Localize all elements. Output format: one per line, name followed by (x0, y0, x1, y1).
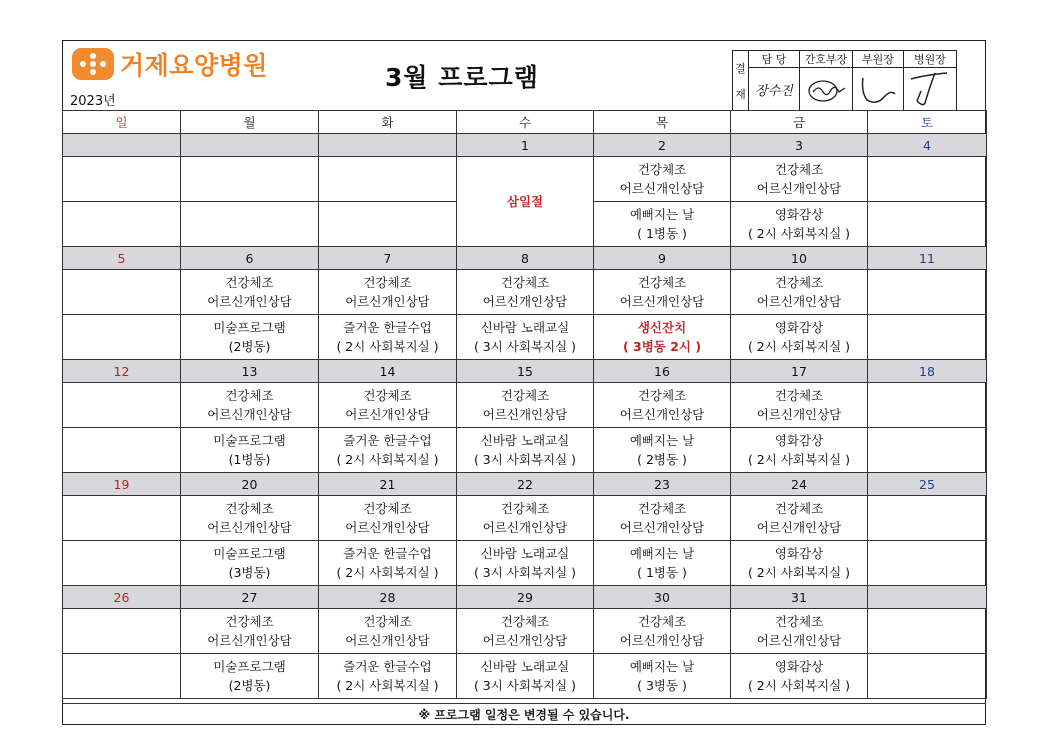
program-text: 예뻐지는 날 (629, 207, 695, 222)
program-row (63, 541, 987, 586)
program-text: 신바람 노래교실 (480, 546, 570, 561)
program-cell (181, 541, 319, 586)
program-text: 건강체조 (225, 275, 274, 290)
program-text: ( 2시 사회복지실 ) (747, 565, 851, 580)
date-cell: 21 (319, 473, 457, 496)
approval-side-label (733, 51, 749, 111)
program-cell (594, 157, 731, 202)
program-cell (594, 654, 731, 699)
date-cell: 1 (457, 134, 594, 157)
program-cell (181, 270, 319, 315)
weekday-header: 금 (731, 111, 868, 134)
program-cell (457, 315, 594, 360)
program-text: 예뻐지는 날 (629, 659, 695, 674)
signature-staff (749, 68, 800, 111)
program-text: 어르신개인상담 (345, 633, 430, 648)
program-cell (319, 496, 457, 541)
program-text: 어르신개인상담 (345, 407, 430, 422)
program-text: 건강체조 (500, 614, 550, 629)
program-text: 건강체조 (363, 388, 412, 403)
program-cell (731, 157, 868, 202)
program-text: 어르신개인상담 (756, 520, 842, 535)
program-cell (731, 541, 868, 586)
date-cell (868, 586, 987, 609)
program-cell (319, 383, 457, 428)
date-row (63, 247, 987, 270)
date-cell: 2 (594, 134, 731, 157)
approval-side-label-bottom: 재 (735, 87, 746, 101)
program-text: ( 2시 사회복지실 ) (336, 452, 439, 467)
empty-cell (868, 157, 987, 202)
program-cell (594, 496, 731, 541)
empty-cell (868, 428, 987, 473)
empty-cell (868, 609, 987, 654)
program-cell (731, 654, 868, 699)
empty-cell (63, 496, 181, 541)
program-cell (319, 270, 457, 315)
program-cell (457, 496, 594, 541)
program-text: ( 3시 사회복지실 ) (473, 678, 577, 693)
program-text: 건강체조 (500, 388, 550, 403)
program-text: 즐거운 한글수업 (343, 320, 432, 335)
program-text: ( 2시 사회복지실 ) (336, 678, 439, 693)
date-cell (63, 134, 181, 157)
date-cell: 7 (319, 247, 457, 270)
program-cell (181, 609, 319, 654)
program-cell (319, 609, 457, 654)
date-cell: 6 (181, 247, 319, 270)
date-cell: 4 (868, 134, 987, 157)
program-text: 즐거운 한글수업 (343, 433, 432, 448)
program-text: 건강체조 (774, 162, 824, 177)
program-cell (594, 270, 731, 315)
program-text: 미술프로그램 (213, 320, 286, 335)
signature-vice (853, 68, 904, 111)
date-cell (181, 134, 319, 157)
program-text: ( 2시 사회복지실 ) (336, 339, 439, 354)
program-cell (594, 202, 731, 247)
signature-director (904, 68, 957, 111)
program-text: 건강체조 (637, 162, 687, 177)
date-cell: 5 (63, 247, 181, 270)
empty-cell (319, 202, 457, 247)
program-text: ( 1병동 ) (637, 565, 687, 580)
holiday-label: 삼일절 (506, 194, 544, 209)
weekday-header: 수 (457, 111, 594, 134)
signature-nursing-mark (803, 72, 849, 106)
empty-cell (63, 541, 181, 586)
program-text: 어르신개인상담 (345, 294, 430, 309)
date-cell: 24 (731, 473, 868, 496)
empty-cell (63, 157, 181, 202)
program-text: 건강체조 (637, 501, 687, 516)
program-text: 어르신개인상담 (207, 407, 292, 422)
program-text: 즐거운 한글수업 (343, 546, 432, 561)
program-text: 미술프로그램 (213, 659, 286, 674)
program-cell (594, 609, 731, 654)
program-text: 예뻐지는 날 (629, 546, 695, 561)
program-text: 어르신개인상담 (482, 520, 568, 535)
weekday-header: 토 (868, 111, 987, 134)
program-text: 어르신개인상담 (619, 181, 705, 196)
empty-cell (319, 157, 457, 202)
signature-nursing (800, 68, 853, 111)
program-text: 미술프로그램 (213, 433, 286, 448)
date-cell: 13 (181, 360, 319, 383)
program-row (63, 157, 987, 202)
program-cell (731, 428, 868, 473)
staff-signature-text: 장수진 (755, 83, 793, 99)
program-text: 건강체조 (774, 388, 824, 403)
program-text: ( 2시 사회복지실 ) (336, 565, 439, 580)
program-cell (594, 315, 731, 360)
program-text: ( 3병동 ) (637, 678, 687, 693)
footer-note: ※ 프로그램 일정은 변경될 수 있습니다. (62, 703, 986, 725)
program-row (63, 654, 987, 699)
program-text: 건강체조 (500, 275, 550, 290)
program-cell (594, 383, 731, 428)
program-text: ( 1병동 ) (637, 226, 687, 241)
program-text: 어르신개인상담 (619, 520, 705, 535)
program-text: ( 3병동 2시 ) (622, 339, 702, 354)
program-text: 영화감상 (774, 546, 824, 561)
date-cell: 16 (594, 360, 731, 383)
calendar-table (62, 110, 987, 699)
date-cell: 11 (868, 247, 987, 270)
year-label: 2023년 (70, 94, 116, 109)
date-cell: 29 (457, 586, 594, 609)
date-cell: 15 (457, 360, 594, 383)
program-text: 영화감상 (774, 659, 824, 674)
program-text: (2병동) (228, 339, 271, 354)
program-text: 어르신개인상담 (207, 294, 292, 309)
program-text: 건강체조 (500, 501, 550, 516)
program-text: 어르신개인상담 (756, 181, 842, 196)
program-text: 어르신개인상담 (345, 520, 430, 535)
program-row (63, 270, 987, 315)
program-text: 어르신개인상담 (619, 407, 705, 422)
date-cell: 18 (868, 360, 987, 383)
empty-cell (63, 654, 181, 699)
program-text: 어르신개인상담 (619, 633, 705, 648)
program-text: 영화감상 (774, 320, 824, 335)
date-row (63, 134, 987, 157)
date-cell: 27 (181, 586, 319, 609)
empty-cell (63, 609, 181, 654)
program-text: 건강체조 (637, 275, 687, 290)
date-cell: 17 (731, 360, 868, 383)
program-text: ( 2시 사회복지실 ) (747, 678, 851, 693)
page-title: 3월 프로그램 (385, 63, 539, 92)
date-cell: 20 (181, 473, 319, 496)
program-text: 어르신개인상담 (482, 407, 568, 422)
weekday-header: 목 (594, 111, 731, 134)
program-cell (319, 541, 457, 586)
program-text: 건강체조 (225, 614, 274, 629)
program-text: 신바람 노래교실 (480, 320, 570, 335)
program-cell (731, 270, 868, 315)
program-text: (3병동) (228, 565, 271, 580)
empty-cell (63, 202, 181, 247)
program-text: 건강체조 (363, 275, 412, 290)
holiday-cell (457, 157, 594, 247)
empty-cell (181, 202, 319, 247)
program-text: 건강체조 (225, 501, 274, 516)
date-cell: 22 (457, 473, 594, 496)
empty-cell (868, 315, 987, 360)
program-row (63, 496, 987, 541)
program-cell (181, 383, 319, 428)
date-cell: 8 (457, 247, 594, 270)
program-text: 어르신개인상담 (207, 633, 292, 648)
program-cell (731, 202, 868, 247)
program-cell (457, 383, 594, 428)
date-cell: 30 (594, 586, 731, 609)
program-text: 어르신개인상담 (482, 633, 568, 648)
program-cell (731, 315, 868, 360)
approval-side-label-top: 결 (735, 61, 746, 75)
date-cell (319, 134, 457, 157)
program-text: 어르신개인상담 (756, 407, 842, 422)
date-cell: 26 (63, 586, 181, 609)
program-row (63, 609, 987, 654)
empty-cell (868, 202, 987, 247)
date-cell: 23 (594, 473, 731, 496)
program-text: 신바람 노래교실 (480, 433, 570, 448)
approval-role-staff: 담 당 (749, 51, 800, 68)
program-cell (594, 541, 731, 586)
date-row (63, 473, 987, 496)
program-text: 건강체조 (363, 614, 412, 629)
program-text: 즐거운 한글수업 (343, 659, 432, 674)
empty-cell (63, 428, 181, 473)
date-cell: 12 (63, 360, 181, 383)
date-cell: 10 (731, 247, 868, 270)
program-text: ( 2시 사회복지실 ) (747, 339, 851, 354)
program-cell (731, 609, 868, 654)
program-text: 건강체조 (225, 388, 274, 403)
program-cell (594, 428, 731, 473)
hospital-name: 거제요양병원 (120, 51, 268, 80)
program-text: 어르신개인상담 (756, 294, 842, 309)
program-cell (319, 428, 457, 473)
program-text: 신바람 노래교실 (480, 659, 570, 674)
program-text: 건강체조 (363, 501, 412, 516)
program-cell (731, 496, 868, 541)
program-cell (181, 428, 319, 473)
weekday-header: 월 (181, 111, 319, 134)
program-text: ( 2병동 ) (637, 452, 687, 467)
program-text: 건강체조 (637, 614, 687, 629)
weekday-header: 일 (63, 111, 181, 134)
empty-cell (868, 654, 987, 699)
program-cell (457, 541, 594, 586)
program-text: (1병동) (228, 452, 271, 467)
calendar-body (63, 111, 987, 699)
empty-cell (181, 157, 319, 202)
program-cell (457, 609, 594, 654)
approval-role-director: 병원장 (904, 51, 957, 68)
program-text: 건강체조 (774, 501, 824, 516)
program-text: ( 3시 사회복지실 ) (473, 339, 577, 354)
empty-cell (868, 541, 987, 586)
program-cell (457, 428, 594, 473)
hospital-logo (72, 46, 268, 82)
program-cell (457, 270, 594, 315)
program-cell (457, 654, 594, 699)
date-cell: 14 (319, 360, 457, 383)
signature-director-mark (907, 69, 953, 109)
program-text: ( 2시 사회복지실 ) (747, 226, 851, 241)
program-cell (731, 383, 868, 428)
program-text: 건강체조 (774, 275, 824, 290)
empty-cell (868, 383, 987, 428)
program-row (63, 383, 987, 428)
program-text: 영화감상 (774, 433, 824, 448)
program-cell (319, 315, 457, 360)
signature-vice-mark (855, 72, 901, 106)
program-text: 건강체조 (774, 614, 824, 629)
date-cell: 9 (594, 247, 731, 270)
program-text: 어르신개인상담 (756, 633, 842, 648)
program-text: (2병동) (228, 678, 271, 693)
approval-box (732, 50, 957, 111)
program-text: 어르신개인상담 (482, 294, 568, 309)
program-text: 어르신개인상담 (207, 520, 292, 535)
date-cell: 3 (731, 134, 868, 157)
program-text: 건강체조 (637, 388, 687, 403)
date-cell: 31 (731, 586, 868, 609)
program-text: 영화감상 (774, 207, 824, 222)
program-text: 생신잔치 (637, 320, 687, 335)
program-text: 미술프로그램 (213, 546, 286, 561)
empty-cell (63, 270, 181, 315)
empty-cell (63, 383, 181, 428)
empty-cell (868, 496, 987, 541)
program-text: ( 3시 사회복지실 ) (473, 452, 577, 467)
empty-cell (868, 270, 987, 315)
program-text: ( 2시 사회복지실 ) (747, 452, 851, 467)
program-cell (181, 496, 319, 541)
program-row (63, 315, 987, 360)
empty-cell (63, 315, 181, 360)
weekday-header-row (63, 111, 987, 134)
date-row (63, 586, 987, 609)
program-cell (181, 315, 319, 360)
weekday-header: 화 (319, 111, 457, 134)
program-text: ( 3시 사회복지실 ) (473, 565, 577, 580)
program-text: 어르신개인상담 (619, 294, 705, 309)
program-cell (181, 654, 319, 699)
program-row (63, 428, 987, 473)
date-cell: 19 (63, 473, 181, 496)
approval-role-vice: 부원장 (853, 51, 904, 68)
date-cell: 28 (319, 586, 457, 609)
hospital-logo-icon (72, 48, 114, 80)
approval-role-nursing: 간호부장 (800, 51, 853, 68)
program-text: 예뻐지는 날 (629, 433, 695, 448)
date-row (63, 360, 987, 383)
date-cell: 25 (868, 473, 987, 496)
program-cell (319, 654, 457, 699)
